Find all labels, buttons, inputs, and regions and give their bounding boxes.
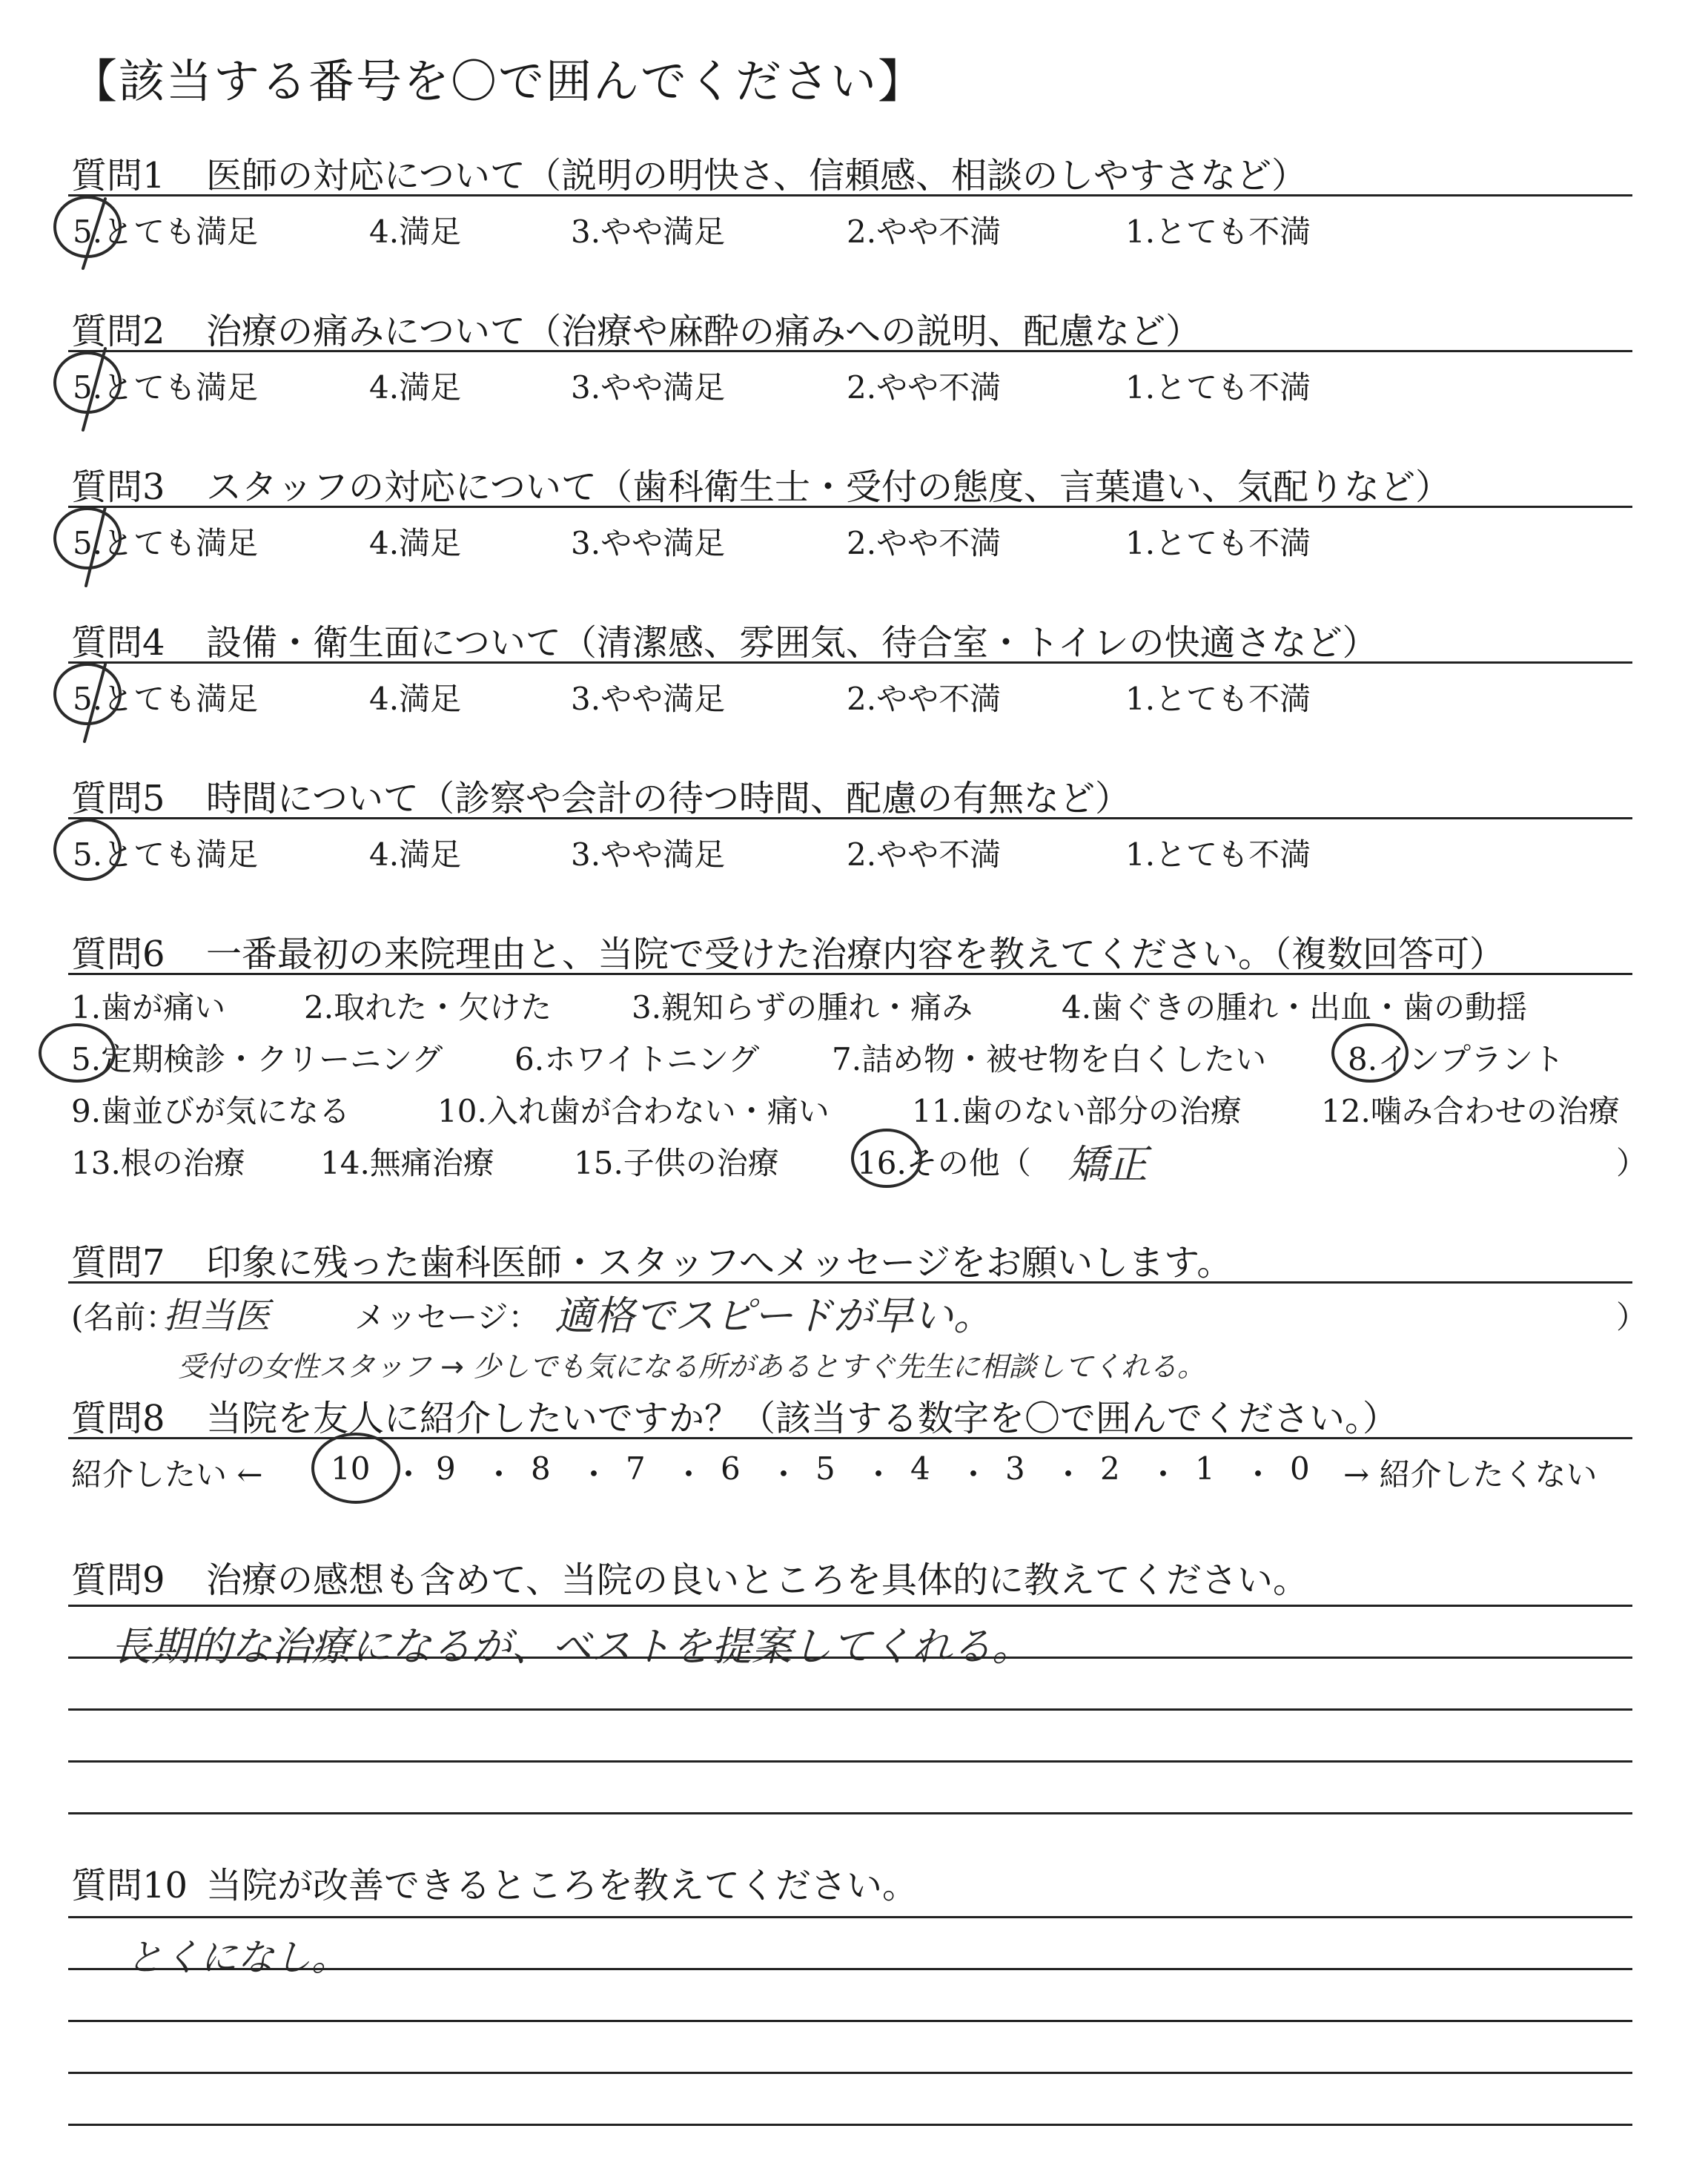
scale-6[interactable]: 6 (721, 1450, 741, 1487)
option-5[interactable]: 5.とても満足 (73, 369, 259, 406)
scale-left-label: 紹介したい ← (71, 1456, 263, 1493)
scale-8[interactable]: 8 (531, 1450, 551, 1487)
option-2[interactable]: 2.取れた・欠けた (304, 989, 552, 1025)
circle-mark (313, 1434, 399, 1502)
question-label: 質問2 (71, 311, 165, 352)
question-text: 治療の痛みについて（治療や麻酔の痛みへの説明、配慮など） (206, 311, 1202, 352)
answer-handwritten: とくになし。 (126, 1936, 348, 1979)
question-label: 質問5 (71, 778, 165, 819)
scale-separator: ・ (1148, 1456, 1179, 1493)
option-1[interactable]: 1.歯が痛い (71, 989, 226, 1025)
answer-handwritten: 長期的な治療になるが、ベストを提案してくれる。 (111, 1623, 1032, 1670)
scale-1[interactable]: 1 (1195, 1450, 1215, 1487)
scale-separator: ・ (768, 1456, 800, 1493)
circle-mark (40, 1025, 114, 1081)
option-4[interactable]: 4.満足 (369, 525, 462, 561)
option-12[interactable]: 12.噛み合わせの治療 (1321, 1093, 1620, 1129)
question-label: 質問10 (71, 1865, 188, 1906)
circle-mark (55, 353, 120, 412)
option-4[interactable]: 4.歯ぐきの腫れ・出血・歯の動揺 (1062, 989, 1528, 1025)
circle-mark (55, 820, 120, 879)
question-label: 質問1 (71, 155, 165, 196)
option-1[interactable]: 1.とても不満 (1125, 525, 1311, 561)
question-text: 当院が改善できるところを教えてください。 (206, 1865, 918, 1906)
option-5[interactable]: 5.とても満足 (73, 525, 259, 561)
scale-10[interactable]: 10 (331, 1450, 371, 1487)
option-6[interactable]: 6.ホワイトニング (514, 1041, 760, 1077)
option-2[interactable]: 2.やや不満 (847, 369, 1002, 406)
other-answer-handwritten: 矯正 (1068, 1141, 1148, 1188)
scale-separator: ・ (1053, 1456, 1085, 1493)
close-paren: ） (1616, 1145, 1648, 1181)
option-1[interactable]: 1.とても不満 (1125, 369, 1311, 406)
option-14[interactable]: 14.無痛治療 (320, 1145, 494, 1181)
option-7[interactable]: 7.詰め物・被せ物を白くしたい (832, 1041, 1267, 1077)
question-text: 当院を友人に紹介したいですか？（該当する数字を〇で囲んでください。） (206, 1398, 1399, 1439)
option-4[interactable]: 4.満足 (369, 369, 462, 406)
circle-mark (1333, 1025, 1407, 1081)
option-4[interactable]: 4.満足 (369, 214, 462, 250)
option-3[interactable]: 3.やや満足 (571, 525, 726, 561)
circle-mark (55, 509, 120, 568)
name-label: (名前： (71, 1299, 177, 1335)
question-text: 医師の対応について（説明の明快さ、信頼感、相談のしやすさなど） (206, 155, 1308, 196)
option-11[interactable]: 11.歯のない部分の治療 (912, 1093, 1242, 1129)
question-text: 一番最初の来院理由と、当院で受けた治療内容を教えてください。（複数回答可） (206, 934, 1506, 975)
scale-separator: ・ (578, 1456, 610, 1493)
option-1[interactable]: 1.とても不満 (1125, 214, 1311, 250)
page-title: 【該当する番号を〇で囲んでください】 (71, 54, 926, 108)
option-4[interactable]: 4.満足 (369, 836, 462, 873)
circle-mark (86, 507, 105, 586)
circle-mark (55, 664, 120, 724)
circle-mark (853, 1130, 921, 1186)
option-2[interactable]: 2.やや不満 (847, 681, 1002, 717)
option-3[interactable]: 3.やや満足 (571, 214, 726, 250)
question-text: 治療の感想も含めて、当院の良いところを具体的に教えてください。 (206, 1559, 1309, 1601)
scale-7[interactable]: 7 (626, 1450, 646, 1487)
option-3[interactable]: 3.やや満足 (571, 836, 726, 873)
option-5[interactable]: 5.とても満足 (73, 214, 259, 250)
scale-right-label: → 紹介したくない (1343, 1456, 1598, 1493)
scale-separator: ・ (483, 1456, 515, 1493)
question-label: 質問8 (71, 1398, 165, 1439)
scale-separator: ・ (393, 1456, 425, 1493)
question-label: 質問4 (71, 622, 165, 664)
name-handwritten: 担当医 (163, 1295, 271, 1337)
question-text: スタッフの対応について（歯科衛生士・受付の態度、言葉遣い、気配りなど） (206, 466, 1452, 508)
option-2[interactable]: 2.やや不満 (847, 836, 1002, 873)
option-5[interactable]: 5.定期検診・クリーニング (71, 1041, 443, 1077)
circle-mark (83, 349, 105, 430)
circle-mark (83, 199, 105, 268)
scale-5[interactable]: 5 (815, 1450, 835, 1487)
question-text: 印象に残った歯科医師・スタッフへメッセージをお願いします。 (206, 1242, 1233, 1284)
option-3[interactable]: 3.やや満足 (571, 681, 726, 717)
scale-separator: ・ (863, 1456, 895, 1493)
question-text: 時間について（診察や会計の待つ時間、配慮の有無など） (206, 778, 1131, 819)
option-3[interactable]: 3.親知らずの腫れ・痛み (632, 989, 973, 1025)
extra-handwritten: 受付の女性スタッフ → 少しでも気になる所があるとすぐ先生に相談してくれる。 (178, 1350, 1206, 1383)
circle-mark (85, 664, 105, 742)
option-2[interactable]: 2.やや不満 (847, 525, 1002, 561)
option-8[interactable]: 8.インプラント (1348, 1041, 1565, 1077)
scale-separator: ・ (1242, 1456, 1274, 1493)
scale-separator: ・ (958, 1456, 990, 1493)
option-5[interactable]: 5.とても満足 (73, 836, 259, 873)
question-label: 質問3 (71, 466, 165, 508)
option-13[interactable]: 13.根の治療 (71, 1145, 245, 1181)
close-paren: ） (1616, 1299, 1648, 1335)
message-label: メッセージ： (354, 1299, 540, 1335)
message-handwritten: 適格でスピードが早い。 (555, 1292, 993, 1339)
circle-mark (55, 197, 120, 257)
scale-9[interactable]: 9 (436, 1450, 456, 1487)
option-16[interactable]: 16.その他（ (857, 1145, 1031, 1181)
option-1[interactable]: 1.とても不満 (1125, 836, 1311, 873)
option-3[interactable]: 3.やや満足 (571, 369, 726, 406)
option-5[interactable]: 5.とても満足 (73, 681, 259, 717)
option-10[interactable]: 10.入れ歯が合わない・痛い (437, 1093, 830, 1129)
option-2[interactable]: 2.やや不満 (847, 214, 1002, 250)
scale-2[interactable]: 2 (1100, 1450, 1120, 1487)
scale-0[interactable]: 0 (1290, 1450, 1310, 1487)
scale-4[interactable]: 4 (910, 1450, 930, 1487)
scale-3[interactable]: 3 (1005, 1450, 1025, 1487)
question-text: 設備・衛生面について（清潔感、雰囲気、待合室・トイレの快適さなど） (206, 622, 1378, 664)
question-label: 質問9 (71, 1559, 165, 1601)
option-1[interactable]: 1.とても不満 (1125, 681, 1311, 717)
question-label: 質問7 (71, 1242, 165, 1284)
option-4[interactable]: 4.満足 (369, 681, 462, 717)
option-15[interactable]: 15.子供の治療 (574, 1145, 779, 1181)
scale-separator: ・ (673, 1456, 705, 1493)
option-9[interactable]: 9.歯並びが気になる (71, 1093, 351, 1129)
question-label: 質問6 (71, 934, 165, 975)
